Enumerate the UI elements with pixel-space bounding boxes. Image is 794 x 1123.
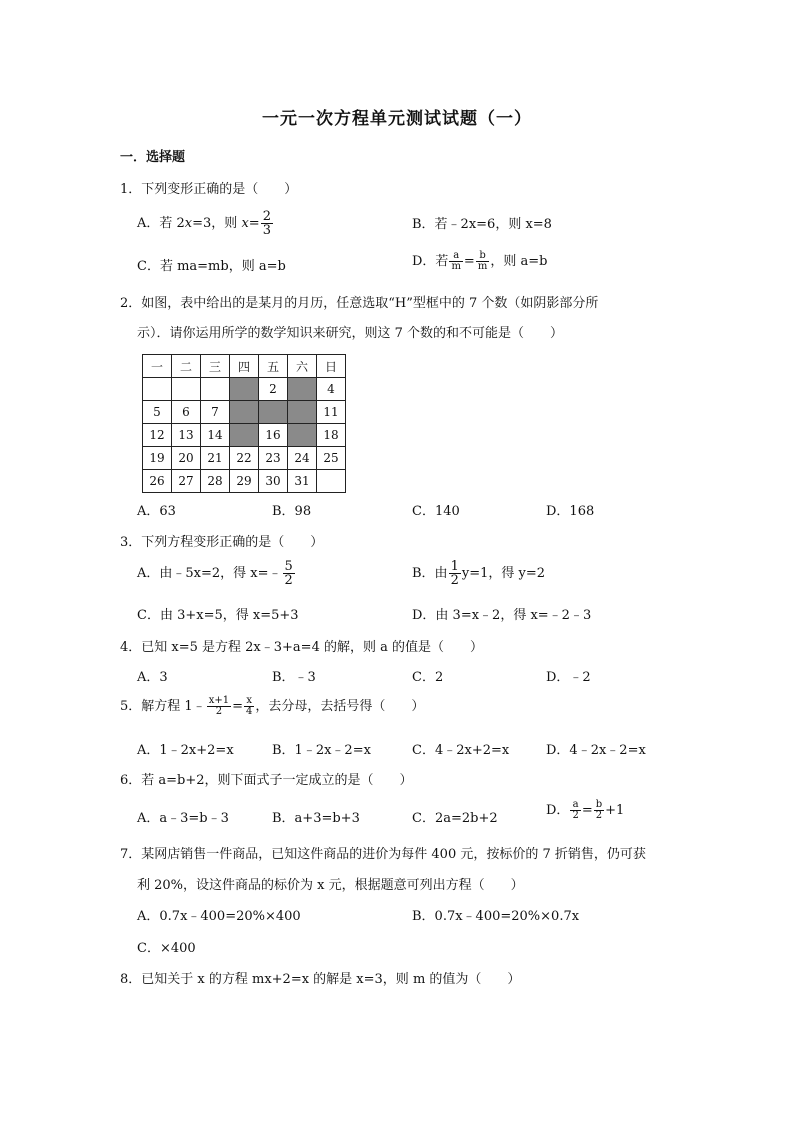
calendar-cell-shaded [230, 424, 259, 447]
q1-option-c: C．若 ma=mb，则 a=b [137, 259, 286, 274]
calendar-header: 五 [259, 355, 288, 378]
calendar-cell: 12 [143, 424, 172, 447]
q2-option-d: D．168 [546, 504, 595, 519]
question-1-stem: 1．下列变形正确的是（ ） [120, 182, 298, 197]
q3-option-b: B．由 $\frac{1}{2}$ y=1，得 y=2 [412, 559, 545, 588]
q6-option-d: D． $\frac{a}{2}$ = $\frac{b}{2}$ +1 [546, 799, 625, 821]
section-heading: 一．选择题 [120, 150, 186, 165]
calendar-header: 三 [201, 355, 230, 378]
q4-option-b: B．﹣3 [272, 670, 316, 685]
q6-option-b: B．a+3=b+3 [272, 811, 360, 826]
question-5-stem: 5．解方程 1﹣ $\frac{x+1}{2}$ = $\frac{x}{4}$ ，去分母，去括号得（ ） [120, 695, 425, 717]
calendar-cell: 13 [172, 424, 201, 447]
q4-option-c: C．2 [412, 670, 444, 685]
calendar-cell: 16 [259, 424, 288, 447]
calendar-cell: 23 [259, 447, 288, 470]
calendar-cell: 7 [201, 401, 230, 424]
calendar-cell [143, 378, 172, 401]
q2-option-a: A．63 [137, 504, 176, 519]
q2-option-b: B．98 [272, 504, 312, 519]
calendar-cell: 28 [201, 470, 230, 493]
calendar-header: 六 [288, 355, 317, 378]
calendar-header: 一 [143, 355, 172, 378]
calendar-cell: 24 [288, 447, 317, 470]
calendar-cell-shaded [230, 401, 259, 424]
calendar-cell: 25 [317, 447, 346, 470]
calendar-cell: 19 [143, 447, 172, 470]
calendar-header: 四 [230, 355, 259, 378]
calendar-cell-shaded [288, 401, 317, 424]
question-2-line1: 2．如图，表中给出的是某月的月历，任意选取“H”型框中的 7 个数（如阴影部分所 [120, 296, 599, 311]
q1-option-b: B．若﹣2x=6，则 x=8 [412, 217, 552, 232]
calendar-cell: 4 [317, 378, 346, 401]
question-6-stem: 6．若 a=b+2，则下面式子一定成立的是（ ） [120, 773, 413, 788]
calendar-cell-shaded [288, 378, 317, 401]
q5-option-b: B．1﹣2x﹣2=x [272, 743, 371, 758]
calendar-cell: 29 [230, 470, 259, 493]
calendar-cell: 11 [317, 401, 346, 424]
calendar-cell [201, 378, 230, 401]
calendar-cell: 2 [259, 378, 288, 401]
q5-option-a: A．1﹣2x+2=x [137, 743, 234, 758]
q1-option-a: A．若 2x=3，则 x= $\frac{2}{3}$ [137, 209, 271, 238]
q2-option-c: C．140 [412, 504, 460, 519]
calendar-cell: 18 [317, 424, 346, 447]
calendar-cell-shaded [230, 378, 259, 401]
question-7-line1: 7．某网店销售一件商品，已知这件商品的进价为每件 400 元，按标价的 7 折销售，仍可获 [120, 847, 646, 862]
calendar-cell: 30 [259, 470, 288, 493]
question-3-stem: 3．下列方程变形正确的是（ ） [120, 535, 324, 550]
question-7-line2: 利 20%，设这件商品的标价为 x 元，根据题意可列出方程（ ） [137, 878, 524, 893]
q3-option-a: A．由﹣5x=2，得 x=﹣ $\frac{5}{2}$ [137, 559, 293, 588]
calendar-header: 日 [317, 355, 346, 378]
q7-option-b: B．0.7x﹣400=20%×0.7x [412, 909, 580, 924]
calendar-table [142, 354, 346, 493]
q3-option-c: C．由 3+x=5，得 x=5+3 [137, 608, 299, 623]
q7-option-a: A．0.7x﹣400=20%×400 [137, 909, 301, 924]
question-2-line2: 示）．请你运用所学的数学知识来研究，则这 7 个数的和不可能是（ ） [137, 326, 564, 341]
question-4-stem: 4．已知 x=5 是方程 2x﹣3+a=4 的解，则 a 的值是（ ） [120, 640, 483, 655]
calendar-cell: 20 [172, 447, 201, 470]
question-8-stem: 8．已知关于 x 的方程 mx+2=x 的解是 x=3，则 m 的值为（ ） [120, 972, 521, 987]
calendar-cell: 6 [172, 401, 201, 424]
calendar-cell-shaded [288, 424, 317, 447]
q5-option-d: D．4﹣2x﹣2=x [546, 743, 646, 758]
calendar-cell: 21 [201, 447, 230, 470]
q5-option-c: C．4﹣2x+2=x [412, 743, 510, 758]
calendar-cell-shaded [259, 401, 288, 424]
q4-option-a: A．3 [137, 670, 168, 685]
page-title: 一元一次方程单元测试试题（一） [262, 109, 532, 129]
calendar-header: 二 [172, 355, 201, 378]
calendar-cell: 31 [288, 470, 317, 493]
calendar-cell: 22 [230, 447, 259, 470]
calendar-cell: 27 [172, 470, 201, 493]
calendar-cell: 14 [201, 424, 230, 447]
calendar-cell [317, 470, 346, 493]
q3-option-d: D．由 3=x﹣2，得 x=﹣2﹣3 [412, 608, 592, 623]
q1-option-d: D．若 $\frac{a}{m}$ = $\frac{b}{m}$ ，则 a=b [412, 250, 548, 272]
q4-option-d: D．﹣2 [546, 670, 591, 685]
q7-option-c: C．×400 [137, 941, 196, 956]
calendar-cell [172, 378, 201, 401]
q6-option-c: C．2a=2b+2 [412, 811, 498, 826]
calendar-cell: 26 [143, 470, 172, 493]
q6-option-a: A．a﹣3=b﹣3 [137, 811, 229, 826]
calendar-cell: 5 [143, 401, 172, 424]
